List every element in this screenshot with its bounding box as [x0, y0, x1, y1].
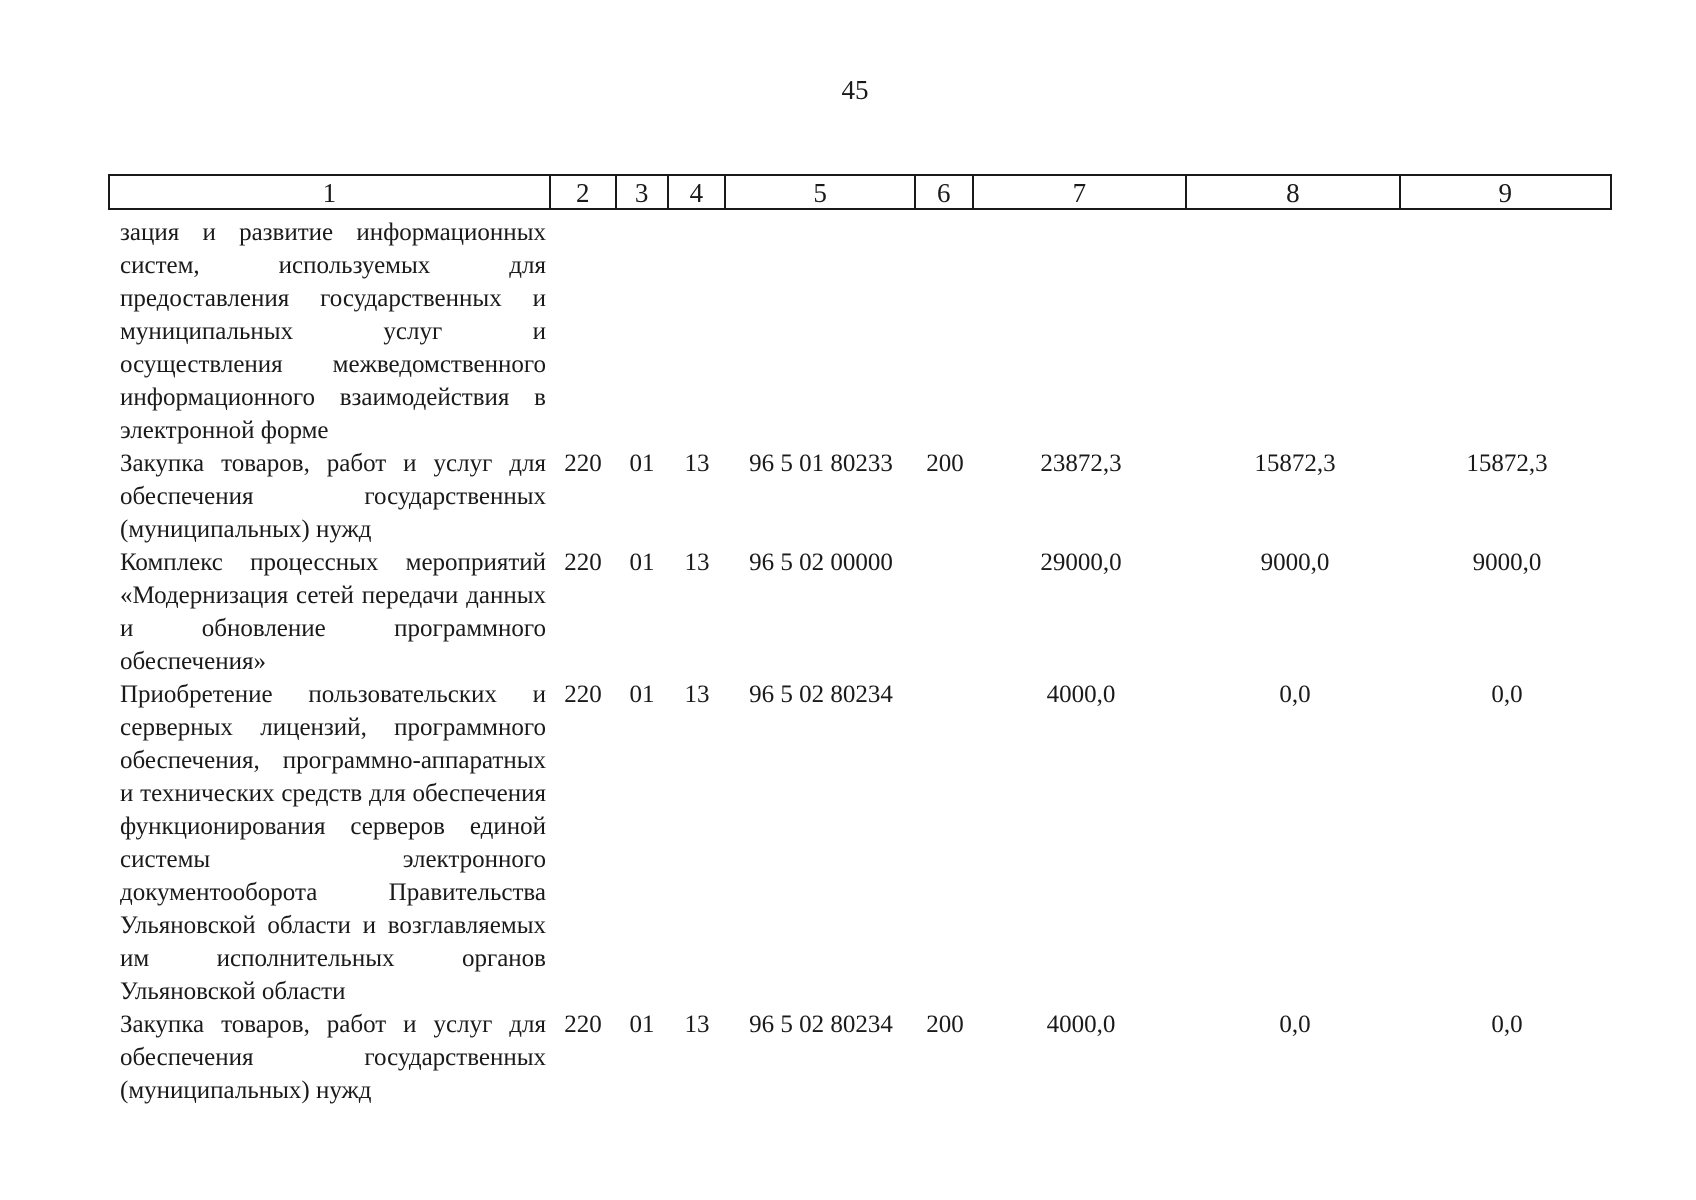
row-code-4: 13	[684, 681, 710, 708]
row-value-9: 9000,0	[1472, 549, 1542, 576]
row-value-9: 15872,3	[1466, 450, 1548, 477]
table-header	[108, 174, 1612, 210]
column-header-2: 2	[551, 176, 617, 208]
row-code-6: 200	[926, 450, 964, 477]
row-code-3: 01	[629, 450, 655, 477]
row-code-2: 220	[564, 1011, 602, 1038]
row-code-5: 96 5 01 80233	[749, 450, 893, 477]
column-header-1: 1	[110, 176, 551, 208]
row-value-7: 4000,0	[1046, 681, 1116, 708]
row-value-7: 29000,0	[1040, 549, 1122, 576]
table-row	[108, 447, 1612, 546]
row-value-9: 0,0	[1491, 681, 1523, 708]
row-code-6: 200	[926, 1011, 964, 1038]
row-code-2: 220	[564, 549, 602, 576]
column-header-4: 4	[669, 176, 727, 208]
row-value-8: 15872,3	[1254, 450, 1336, 477]
table-row	[108, 216, 1612, 447]
page-number: 45	[841, 75, 869, 105]
row-code-5: 96 5 02 80234	[749, 681, 893, 708]
table-row	[108, 678, 1612, 1008]
row-description: Приобретение пользовательских и серверных лицензий, программного обеспечения, программно-аппаратных и технических средств для обеспечения функционирования серверов единой системы электронного документооборота Правительства Ульяновской области и возглавляемых им исполнительных органов Ульяновской области	[120, 681, 546, 1005]
row-code-5: 96 5 02 00000	[749, 549, 893, 576]
row-value-8: 0,0	[1279, 681, 1311, 708]
row-value-7: 4000,0	[1046, 1011, 1116, 1038]
table-body	[108, 216, 1612, 1107]
row-description: Закупка товаров, работ и услуг для обеспечения государственных (муниципальных) нужд	[120, 450, 546, 543]
column-header-7: 7	[974, 176, 1187, 208]
row-code-4: 13	[684, 1011, 710, 1038]
column-header-9: 9	[1498, 178, 1513, 208]
row-code-3: 01	[629, 681, 655, 708]
row-code-2: 220	[564, 450, 602, 477]
row-code-2: 220	[564, 681, 602, 708]
row-code-5: 96 5 02 80234	[749, 1011, 893, 1038]
row-code-4: 13	[684, 450, 710, 477]
row-description: Закупка товаров, работ и услуг для обеспечения государственных (муниципальных) нужд	[120, 1011, 546, 1104]
row-code-4: 13	[684, 549, 710, 576]
row-description: зация и развитие информационных систем, используемых для предоставления государственных и муниципальных услуг и осуществления межведомственного информационного взаимодействия в электронной форме	[120, 219, 546, 444]
column-header-8: 8	[1187, 176, 1400, 208]
row-value-9: 0,0	[1491, 1011, 1523, 1038]
row-value-8: 0,0	[1279, 1011, 1311, 1038]
table-row	[108, 546, 1612, 678]
row-value-7: 23872,3	[1040, 450, 1122, 477]
table-row	[108, 1008, 1612, 1107]
column-header-3: 3	[617, 176, 669, 208]
column-header-6: 6	[916, 176, 974, 208]
column-header-5: 5	[726, 176, 916, 208]
row-code-3: 01	[629, 1011, 655, 1038]
row-description: Комплекс процессных мероприятий «Модернизация сетей передачи данных и обновление программного обеспечения»	[120, 549, 546, 675]
row-code-3: 01	[629, 549, 655, 576]
row-value-8: 9000,0	[1260, 549, 1330, 576]
